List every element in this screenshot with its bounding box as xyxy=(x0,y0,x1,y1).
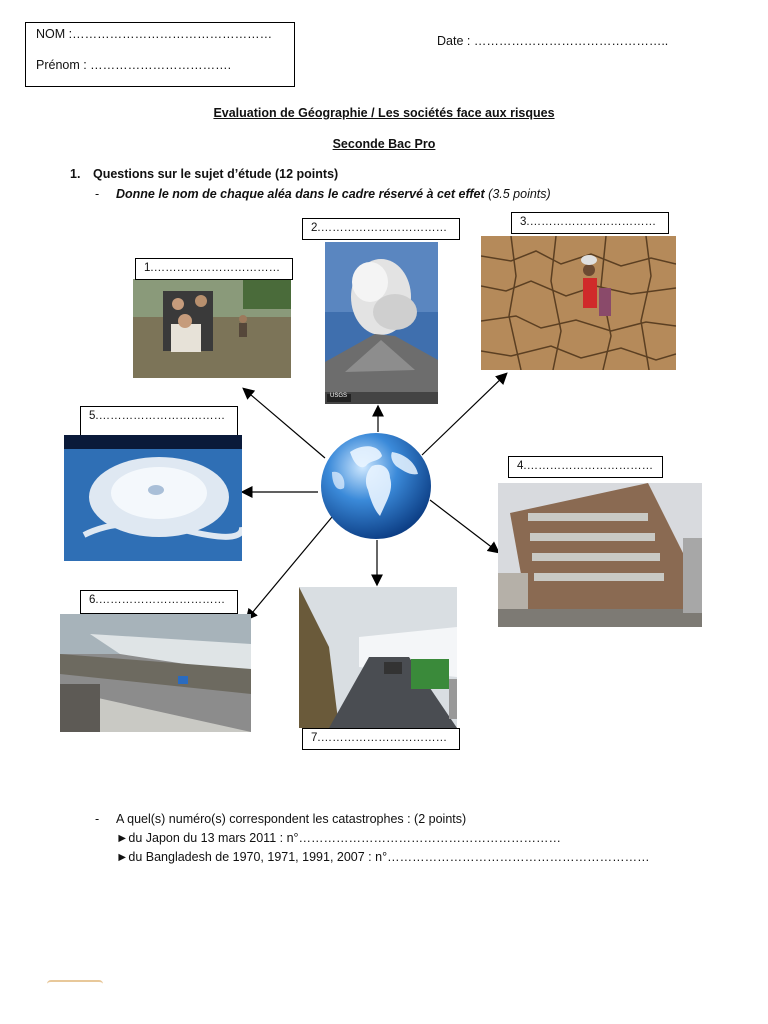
page-subtitle: Seconde Bac Pro xyxy=(332,137,436,151)
flood-photo xyxy=(133,279,291,378)
question2-bullet: - xyxy=(95,812,100,826)
usgs-credit: USGS xyxy=(330,393,348,399)
question2-text: A quel(s) numéro(s) correspondent les catastrophes : (2 points) xyxy=(116,812,467,826)
cyclone-photo xyxy=(64,435,242,561)
label-box-2[interactable]: 2.…………………………… xyxy=(302,218,460,240)
question2-line1[interactable]: ►du Japon du 13 mars 2011 : n°……………………………………………………… xyxy=(116,831,562,845)
globe-image xyxy=(320,432,432,540)
label-box-3[interactable]: 3.…………………………… xyxy=(511,212,669,234)
label-box-5[interactable]: 5.…………………………… xyxy=(80,406,238,436)
label-box-4[interactable]: 4.…………………………… xyxy=(508,456,663,478)
arrow-4 xyxy=(430,500,498,552)
prenom-field[interactable]: Prénom : ……………………………. xyxy=(36,58,232,72)
section-heading: Questions sur le sujet d’étude (12 points) xyxy=(93,167,339,181)
question2-line2[interactable]: ►du Bangladesh de 1970, 1971, 1991, 2007 : n°……………………………………………………… xyxy=(116,850,650,864)
date-field[interactable]: Date : ……………………………………….. xyxy=(437,34,669,48)
page-title: Evaluation de Géographie / Les sociétés face aux risques xyxy=(213,106,555,120)
section-number: 1. xyxy=(70,167,81,181)
label-box-7[interactable]: 7.…………………………… xyxy=(302,728,460,750)
instruction-bullet: - xyxy=(95,187,100,201)
earthquake-photo xyxy=(498,483,702,627)
volcano-photo xyxy=(325,242,438,404)
label-box-6[interactable]: 6.…………………………… xyxy=(80,590,238,614)
instruction-main: Donne le nom de chaque aléa dans le cadre réservé à cet effet xyxy=(116,187,485,201)
drought-photo xyxy=(481,236,676,370)
label-box-1[interactable]: 1.…………………………… xyxy=(135,258,293,280)
nom-field[interactable]: NOM :………………………………………… xyxy=(36,27,273,41)
tsunami-photo xyxy=(60,614,251,732)
arrow-1 xyxy=(244,389,325,458)
footer-mark xyxy=(47,980,103,986)
instruction-points: (3.5 points) xyxy=(484,187,551,201)
avalanche-photo xyxy=(299,587,457,728)
